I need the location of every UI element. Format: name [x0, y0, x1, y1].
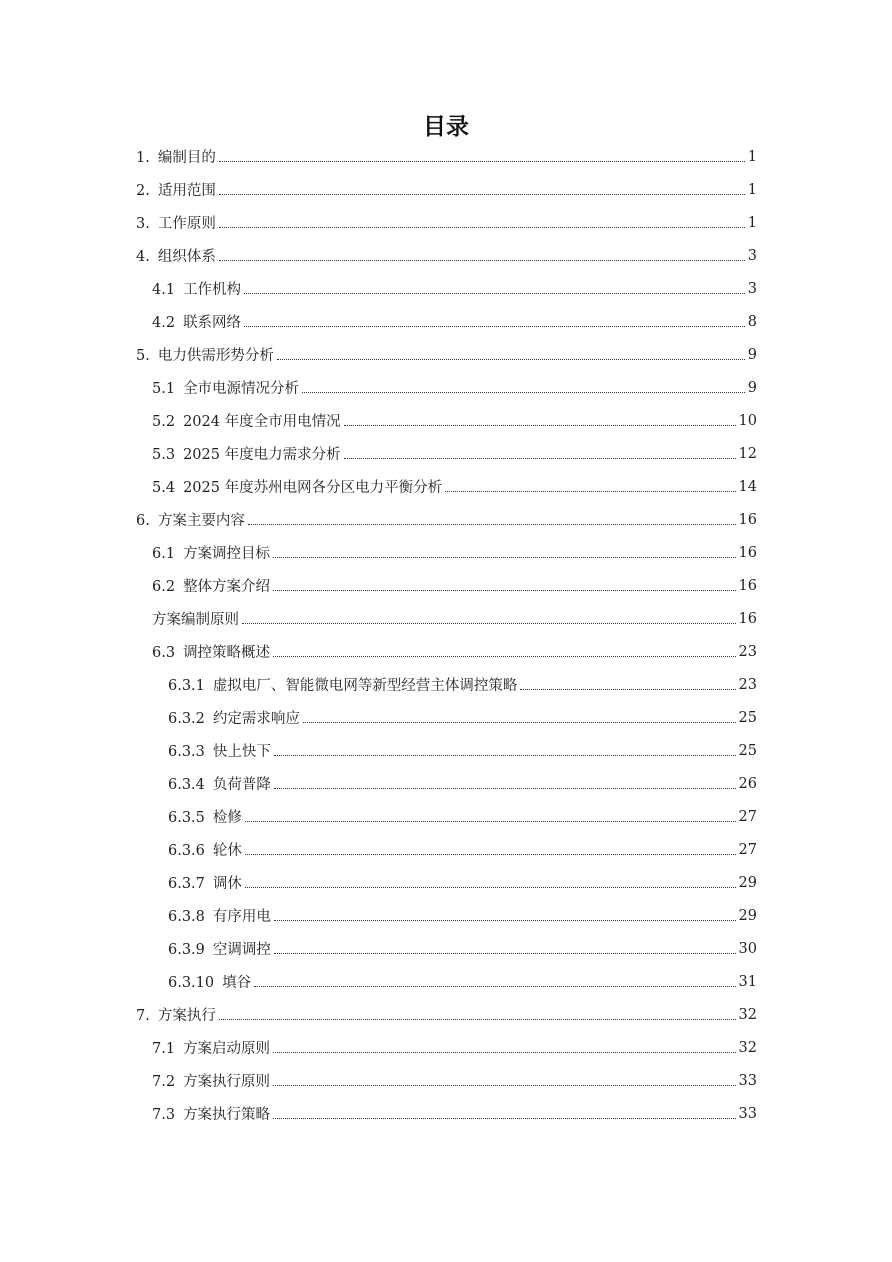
toc-entry-page: 16 — [738, 544, 757, 561]
toc-entry[interactable] — [136, 437, 757, 470]
toc-entry-page: 33 — [738, 1072, 757, 1089]
toc-entry-page: 27 — [738, 808, 757, 825]
toc-entry-text: 电力供需形势分析 — [157, 348, 274, 364]
toc-entry-label — [168, 839, 242, 860]
toc-entry-number: 6.3 — [152, 645, 176, 661]
toc-entry-label — [168, 773, 271, 794]
toc-entry-number: 4. — [136, 249, 150, 265]
toc-entry-page: 9 — [747, 379, 757, 396]
toc-entry-label — [168, 971, 251, 992]
dot-leader — [219, 227, 745, 228]
toc-entry-page: 23 — [738, 676, 757, 693]
toc-entry-number: 5.3 — [152, 447, 176, 463]
toc-entry-text: 虚拟电厂、智能微电网等新型经营主体调控策略 — [212, 678, 518, 694]
toc-entry-page: 26 — [738, 775, 757, 792]
toc-entry-page: 29 — [738, 874, 757, 891]
toc-entry-number: 6.3.4 — [168, 777, 205, 793]
dot-leader — [277, 359, 745, 360]
toc-entry-number: 6.3.8 — [168, 909, 205, 925]
dot-leader — [273, 1052, 735, 1053]
toc-entry[interactable] — [136, 800, 757, 833]
dot-leader — [219, 161, 745, 162]
toc-entry-number: 6.1 — [152, 546, 176, 562]
dot-leader — [520, 689, 735, 690]
dot-leader — [273, 557, 735, 558]
toc-entry[interactable] — [136, 668, 757, 701]
dot-leader — [274, 788, 736, 789]
toc-entry-number: 6.3.3 — [168, 744, 205, 760]
dot-leader — [219, 194, 745, 195]
toc-entry[interactable] — [136, 338, 757, 371]
toc-entry-number: 7.1 — [152, 1041, 176, 1057]
toc-entry-number: 6.3.2 — [168, 711, 205, 727]
toc-entry-page: 8 — [747, 313, 757, 330]
toc-entry[interactable] — [136, 305, 757, 338]
toc-entry-text: 轮休 — [212, 843, 242, 859]
toc-entry-label — [152, 1070, 270, 1091]
toc-entry[interactable] — [136, 569, 757, 602]
toc-entry-label — [136, 179, 216, 200]
toc-entry-number: 6.2 — [152, 579, 176, 595]
toc-entry[interactable] — [136, 602, 757, 635]
toc-entry-text: 编制目的 — [157, 150, 216, 166]
toc-entry-number: 6. — [136, 513, 150, 529]
toc-entry-number: 7.3 — [152, 1107, 176, 1123]
toc-entry-text: 整体方案介绍 — [183, 579, 271, 595]
toc-entry-page: 23 — [738, 643, 757, 660]
toc-entry-label — [136, 509, 245, 530]
toc-entry[interactable] — [136, 998, 757, 1031]
toc-entry-text: 快上快下 — [212, 744, 271, 760]
toc-entry[interactable] — [136, 1031, 757, 1064]
toc-entry-number: 6.3.1 — [168, 678, 205, 694]
dot-leader — [344, 425, 736, 426]
toc-entry-number: 5. — [136, 348, 150, 364]
toc-entry[interactable] — [136, 404, 757, 437]
toc-entry-page: 29 — [738, 907, 757, 924]
toc-entry[interactable] — [136, 965, 757, 998]
toc-entry-label — [152, 641, 270, 662]
toc-entry[interactable] — [136, 899, 757, 932]
toc-entry-page: 3 — [747, 280, 757, 297]
toc-entry-label — [152, 410, 341, 431]
toc-entry-text: 工作原则 — [157, 216, 216, 232]
toc-entry-text: 调休 — [212, 876, 242, 892]
toc-entry[interactable] — [136, 767, 757, 800]
dot-leader — [248, 524, 736, 525]
toc-entry-number: 6.3.6 — [168, 843, 205, 859]
toc-entry-text: 方案主要内容 — [157, 513, 245, 529]
toc-entry[interactable] — [136, 239, 757, 272]
toc-entry-number: 6.3.10 — [168, 975, 215, 991]
toc-entry-page: 27 — [738, 841, 757, 858]
toc-entry-page: 25 — [738, 742, 757, 759]
toc-entry-text: 2025 年度电力需求分析 — [183, 447, 341, 463]
dot-leader — [242, 623, 736, 624]
dot-leader — [273, 1085, 735, 1086]
toc-entry-text: 约定需求响应 — [212, 711, 300, 727]
toc-entry-page: 31 — [738, 973, 757, 990]
dot-leader — [273, 1118, 735, 1119]
toc-entry-page: 9 — [747, 346, 757, 363]
toc-entry-number: 3. — [136, 216, 150, 232]
toc-entry-text: 方案启动原则 — [183, 1041, 271, 1057]
toc-entry-page: 12 — [738, 445, 757, 462]
toc-entry-text: 适用范围 — [157, 183, 216, 199]
toc-entry-page: 10 — [738, 412, 757, 429]
toc-entry-label — [136, 212, 216, 233]
toc-entry[interactable] — [136, 701, 757, 734]
toc-entry[interactable] — [136, 503, 757, 536]
toc-entry-label — [168, 707, 300, 728]
dot-leader — [245, 854, 736, 855]
toc-entry[interactable] — [136, 470, 757, 503]
toc-entry-label — [168, 938, 271, 959]
toc-entry-text: 负荷普降 — [212, 777, 271, 793]
dot-leader — [273, 656, 735, 657]
toc-entry-text: 空调调控 — [212, 942, 271, 958]
toc-entry-label — [136, 1004, 216, 1025]
toc-entry-page: 16 — [738, 610, 757, 627]
toc-entry-number: 6.3.5 — [168, 810, 205, 826]
toc-entry-text: 方案执行策略 — [183, 1107, 271, 1123]
toc-entry-text: 工作机构 — [183, 282, 242, 298]
toc-entry[interactable] — [136, 272, 757, 305]
toc-entry-page: 33 — [738, 1105, 757, 1122]
dot-leader — [274, 953, 736, 954]
dot-leader — [244, 326, 745, 327]
toc-entry[interactable] — [136, 932, 757, 965]
toc-entry-text: 联系网络 — [183, 315, 242, 331]
toc-entry-label — [136, 245, 216, 266]
dot-leader — [245, 887, 736, 888]
toc-entry[interactable] — [136, 833, 757, 866]
toc-entry-page: 14 — [738, 478, 757, 495]
toc-entry-label — [168, 740, 271, 761]
toc-entry-page: 25 — [738, 709, 757, 726]
toc-entry-text: 组织体系 — [157, 249, 216, 265]
dot-leader — [445, 491, 735, 492]
toc-entry-label — [136, 146, 216, 167]
toc-entry-number: 7. — [136, 1008, 150, 1024]
toc-entry-number: 4.2 — [152, 315, 176, 331]
table-of-contents — [136, 140, 757, 1130]
toc-entry-page: 30 — [738, 940, 757, 957]
toc-entry-label — [152, 1103, 270, 1124]
toc-entry-number: 5.1 — [152, 381, 176, 397]
toc-entry-text: 调控策略概述 — [183, 645, 271, 661]
toc-entry-text: 有序用电 — [212, 909, 271, 925]
dot-leader — [273, 590, 735, 591]
toc-entry[interactable] — [136, 866, 757, 899]
toc-entry-label — [152, 377, 299, 398]
toc-entry-label — [152, 278, 241, 299]
toc-entry-label — [136, 344, 274, 365]
toc-entry-page: 32 — [738, 1039, 757, 1056]
toc-entry-text: 2025 年度苏州电网各分区电力平衡分析 — [183, 480, 443, 496]
toc-entry-number: 2. — [136, 183, 150, 199]
dot-leader — [302, 392, 745, 393]
toc-entry[interactable] — [136, 635, 757, 668]
toc-entry[interactable] — [136, 1064, 757, 1097]
toc-entry-page: 16 — [738, 511, 757, 528]
toc-entry-text: 方案编制原则 — [152, 612, 239, 628]
toc-entry-label — [168, 806, 242, 827]
toc-title: 目录 — [423, 114, 469, 140]
toc-entry[interactable] — [136, 536, 757, 569]
toc-entry-text: 方案执行原则 — [183, 1074, 271, 1090]
toc-entry-label — [152, 476, 442, 497]
toc-entry-number: 5.2 — [152, 414, 176, 430]
dot-leader — [274, 920, 736, 921]
toc-entry-label — [152, 608, 239, 629]
toc-entry-text: 方案执行 — [157, 1008, 216, 1024]
dot-leader — [303, 722, 736, 723]
toc-entry[interactable] — [136, 1097, 757, 1130]
toc-entry[interactable] — [136, 206, 757, 239]
toc-entry-label — [152, 311, 241, 332]
toc-entry-label — [168, 905, 271, 926]
toc-entry-number: 5.4 — [152, 480, 176, 496]
toc-entry-label — [152, 575, 270, 596]
toc-entry[interactable] — [136, 173, 757, 206]
toc-entry-page: 16 — [738, 577, 757, 594]
dot-leader — [219, 1019, 736, 1020]
dot-leader — [254, 986, 735, 987]
toc-entry-page: 3 — [747, 247, 757, 264]
toc-entry-page: 32 — [738, 1006, 757, 1023]
toc-entry-number: 4.1 — [152, 282, 176, 298]
toc-entry-page: 1 — [747, 148, 757, 165]
toc-entry-label — [152, 443, 341, 464]
toc-entry-text: 检修 — [212, 810, 242, 826]
toc-entry[interactable] — [136, 140, 757, 173]
toc-entry-label — [152, 542, 270, 563]
toc-entry-number: 1. — [136, 150, 150, 166]
toc-entry-page: 1 — [747, 181, 757, 198]
toc-entry-text: 2024 年度全市用电情况 — [183, 414, 341, 430]
toc-entry[interactable] — [136, 371, 757, 404]
toc-entry[interactable] — [136, 734, 757, 767]
toc-entry-label — [152, 1037, 270, 1058]
toc-entry-number: 6.3.9 — [168, 942, 205, 958]
toc-entry-number: 6.3.7 — [168, 876, 205, 892]
toc-entry-text: 方案调控目标 — [183, 546, 271, 562]
dot-leader — [219, 260, 745, 261]
dot-leader — [245, 821, 736, 822]
toc-entry-text: 全市电源情况分析 — [183, 381, 300, 397]
dot-leader — [274, 755, 736, 756]
dot-leader — [244, 293, 745, 294]
toc-entry-number: 7.2 — [152, 1074, 176, 1090]
dot-leader — [344, 458, 736, 459]
toc-entry-page: 1 — [747, 214, 757, 231]
toc-entry-label — [168, 872, 242, 893]
toc-entry-text: 填谷 — [222, 975, 252, 991]
toc-entry-label — [168, 674, 517, 695]
